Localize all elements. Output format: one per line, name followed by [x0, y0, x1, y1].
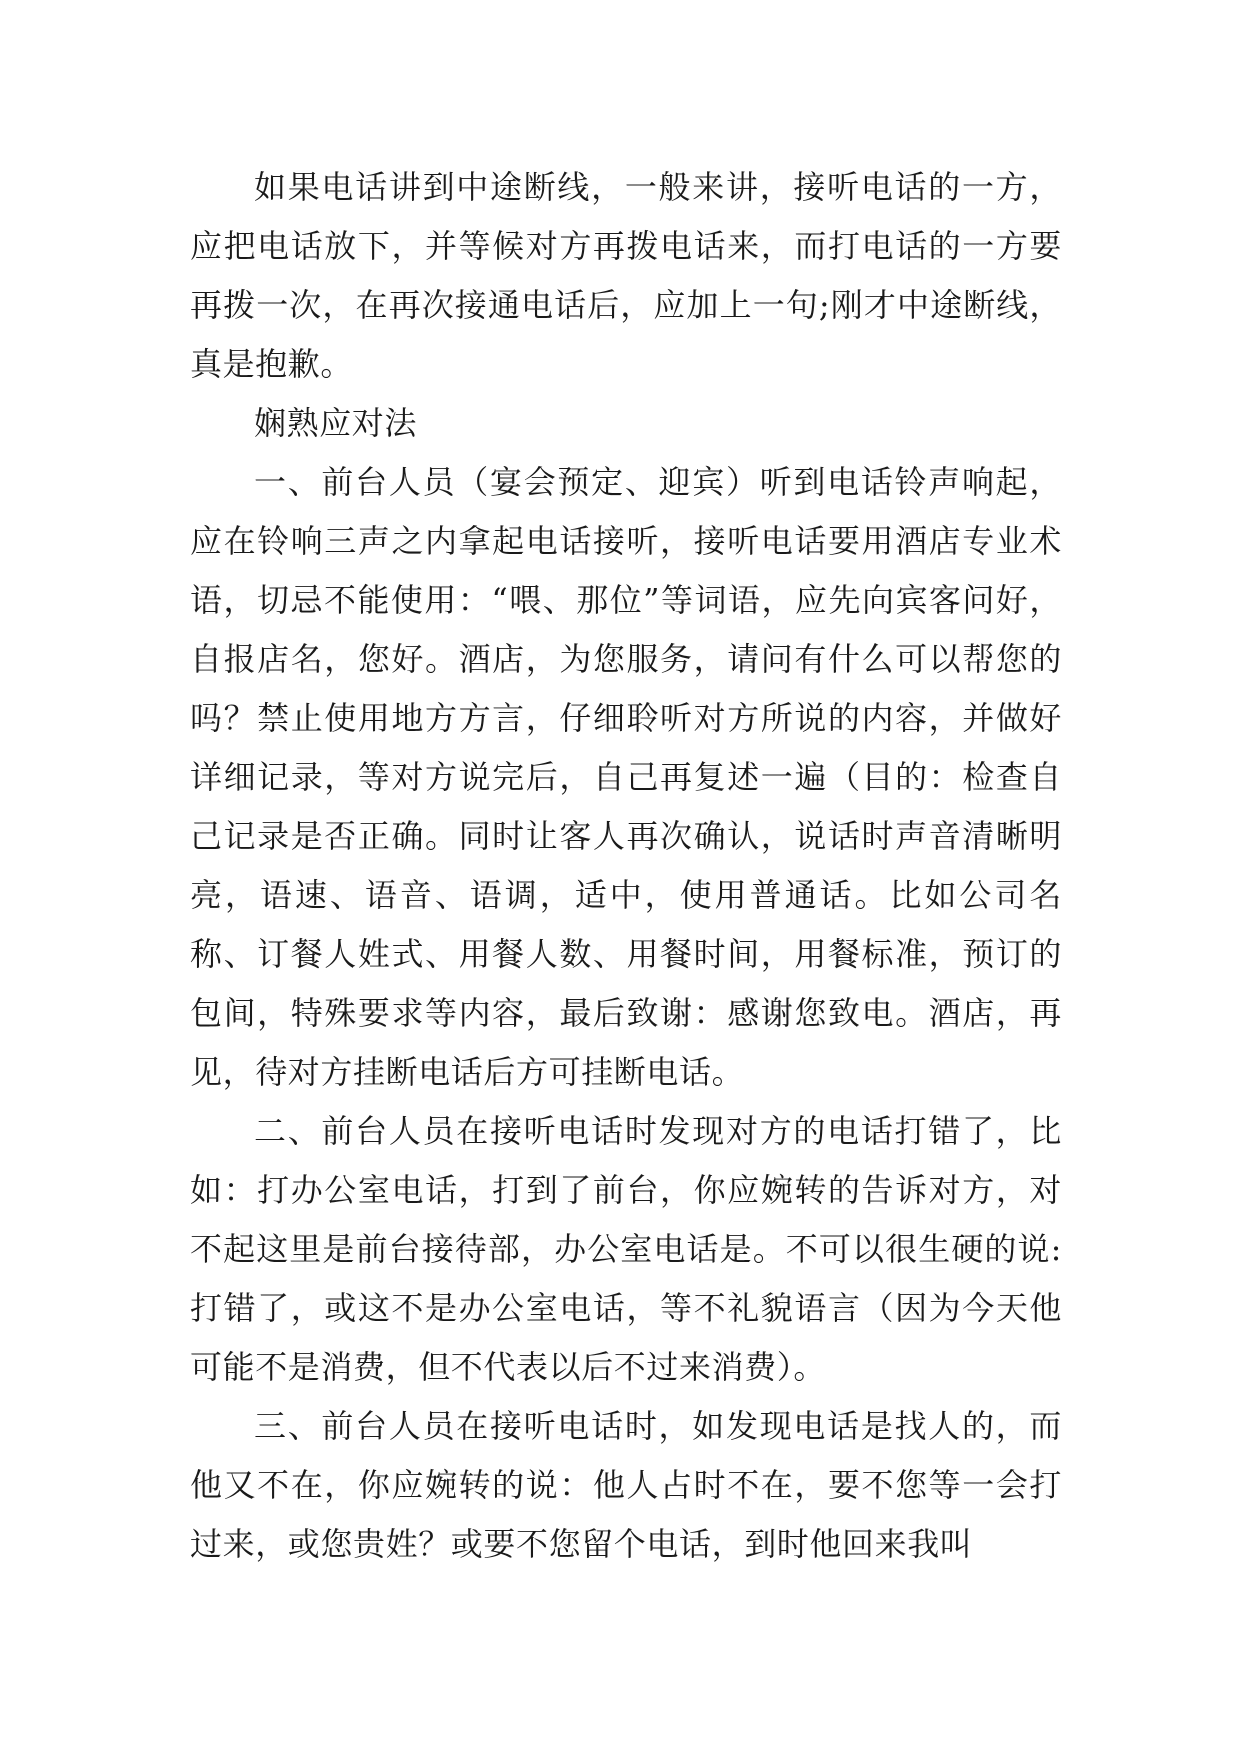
paragraph-item-1: 一、前台人员（宴会预定、迎宾）听到电话铃声响起，应在铃响三声之内拿起电话接听，接听电话要用酒店专业术语，切忌不能使用：“喂、那位”等词语，应先向宾客问好，自报店名，您好。酒店，为您服务，请问有什么可以帮您的吗？禁止使用地方方言，仔细聆听对方所说的内容，并做好详细记录，等对方说完后，自己再复述一遍（目的：检查自己记录是否正确。同时让客人再次确认，说话时声音清晰明亮，语速、语音、语调，适中，使用普通话。比如公司名称、订餐人姓式、用餐人数、用餐时间，用餐标准，预订的包间，特殊要求等内容，最后致谢：感谢您致电。酒店，再见，待对方挂断电话后方可挂断电话。: [190, 463, 1062, 1091]
paragraph-item-3: 三、前台人员在接听电话时，如发现电话是找人的，而他又不在，你应婉转的说：他人占时不在，要不您等一会打过来，或您贵姓？或要不您留个电话，到时他回来我叫: [190, 1407, 1062, 1563]
section-heading: 娴熟应对法: [254, 404, 418, 442]
document-body: [190, 158, 1062, 1574]
paragraph-item-2: 二、前台人员在接听电话时发现对方的电话打错了，比如：打办公室电话，打到了前台，你应婉转的告诉对方，对不起这里是前台接待部，办公室电话是。不可以很生硬的说:打错了，或这不是办公室电话，等不礼貌语言（因为今天他可能不是消费，但不代表以后不过来消费）。: [190, 1112, 1062, 1386]
paragraph-intro: 如果电话讲到中途断线，一般来讲，接听电话的一方，应把电话放下，并等候对方再拨电话来，而打电话的一方要再拨一次，在再次接通电话后，应加上一句;刚才中途断线，真是抱歉。: [190, 168, 1062, 383]
